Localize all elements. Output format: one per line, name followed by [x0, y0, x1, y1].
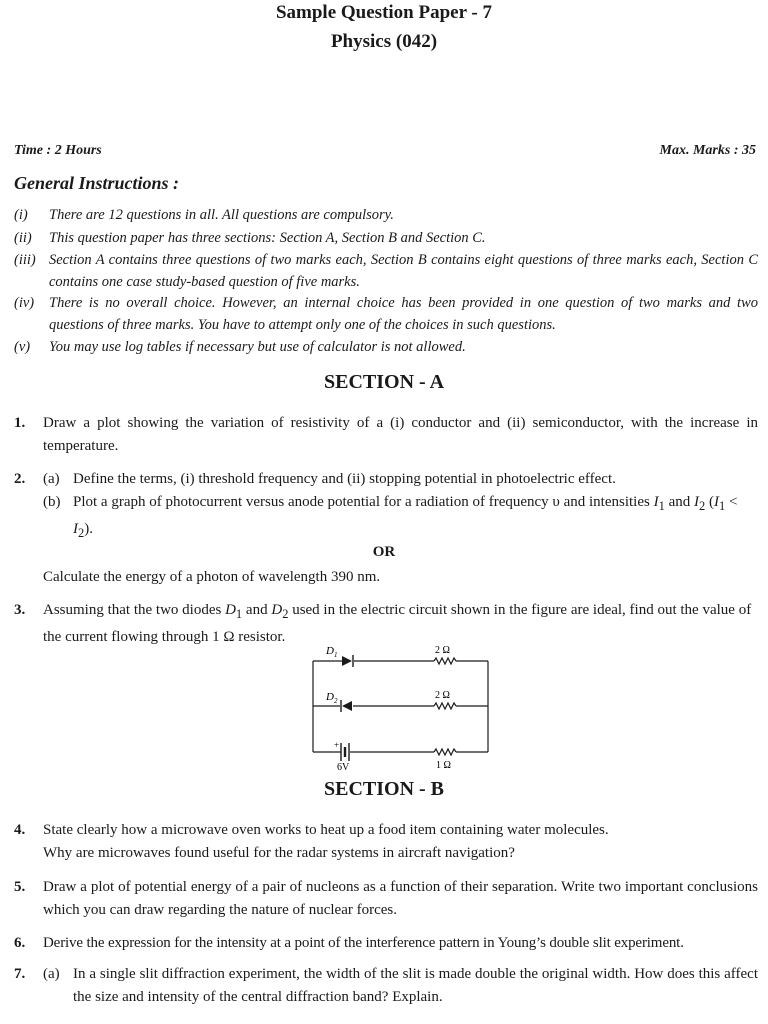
resistor-2-ohm-middle: [434, 703, 456, 709]
question-text: Derive the expression for the intensity at a point of the interference pattern in Young’s double slit experiment.: [43, 935, 684, 951]
question-number: 4.: [14, 822, 26, 838]
part-label: (a): [43, 471, 60, 487]
question-2-alternative: [14, 566, 758, 589]
paper-subject: Physics (042): [330, 31, 438, 52]
part-text: In a single slit diffraction experiment, the width of the slit is made double the original width. How does this affect the size and intensity of the central diffraction band? Explain.: [73, 966, 758, 1005]
resistor-2-ohm-top: [434, 658, 456, 664]
question-7: [14, 963, 758, 1009]
question-number: 1.: [14, 415, 26, 431]
battery-label: 6V: [337, 762, 350, 773]
question-3: 3. Assuming that the two diodes $D_1$ and $D_2$ used in the electric circuit shown in the figure are ideal, find out the value of the current flowing through 1 Ω resistor.: [14, 599, 758, 649]
question-number: 2.: [14, 471, 26, 487]
instruction-text: Section A contains three questions of two marks each, Section B contains eight questions of three marks each, Section C contains one case study-based question of five marks.: [49, 252, 758, 290]
question-number: 5.: [14, 879, 26, 895]
question-2: [14, 468, 758, 545]
question-part-a: [43, 468, 758, 491]
battery-plus-label: +: [334, 740, 340, 750]
r1-label: 2 Ω: [435, 645, 450, 656]
instruction-item: [14, 227, 758, 249]
question-text-end: used in the electric circuit shown in the figure are ideal, find out the value of the current flowing through 1 Ω resistor.: [43, 602, 752, 645]
instruction-number: (iii): [14, 252, 36, 268]
diode-d2-icon: [342, 701, 352, 711]
question-number: 7.: [14, 966, 26, 982]
r3-label: 1 Ω: [436, 760, 451, 771]
question-text: Calculate the energy of a photon of wavelength 390 nm.: [43, 569, 381, 585]
part-label: (a): [43, 966, 60, 982]
question-text-start: Assuming that the two diodes: [43, 602, 222, 618]
max-marks: Max. Marks : 35: [659, 143, 756, 158]
question-1: [14, 412, 758, 458]
part-text: Plot a graph of photocurrent versus anode potential for a radiation of frequency υ and intensities: [73, 494, 650, 510]
section-a-heading: SECTION - A: [323, 371, 445, 393]
question-text: State clearly how a microwave oven works to heat up a food item containing water molecules.: [43, 822, 609, 838]
question-number: 6.: [14, 935, 26, 951]
circuit-diagram: [310, 642, 492, 774]
general-instructions-heading: General Instructions :: [14, 173, 180, 193]
d2-label: $D_2$: [326, 691, 338, 705]
r2-label: 2 Ω: [435, 690, 450, 701]
question-text: Draw a plot showing the variation of resistivity of a (i) conductor and (ii) semiconductor, with the increase in temperature.: [43, 415, 758, 454]
question-part-b: (b) Plot a graph of photocurrent versus anode potential for a radiation of frequency υ and intensities $I_1$ and $I_2$ $(I_1 < I_2)$.: [43, 491, 758, 545]
resistor-1-ohm: [434, 749, 456, 755]
diode-d1-icon: [342, 656, 352, 666]
instruction-text: You may use log tables if necessary but use of calculator is not allowed.: [49, 339, 466, 355]
part-text: Define the terms, (i) threshold frequency and (ii) stopping potential in photoelectric effect.: [73, 471, 616, 487]
instruction-item: [14, 336, 758, 358]
instruction-text: There is no overall choice. However, an internal choice has been provided in one question of two marks and two questions of three marks. You have to attempt only one of the choices in such questions.: [49, 295, 758, 333]
instruction-text: There are 12 questions in all. All questions are compulsory.: [49, 207, 394, 223]
instruction-number: (ii): [14, 230, 32, 246]
question-text: Draw a plot of potential energy of a pair of nucleons as a function of their separation. Write two important conclusions which you can draw regarding the nature of nuclear forces.: [43, 879, 758, 918]
instruction-item: [14, 204, 758, 226]
instruction-number: (i): [14, 207, 28, 223]
question-6: [14, 932, 758, 955]
paper-title: Sample Question Paper - 7: [275, 2, 493, 23]
instruction-item: [14, 249, 758, 293]
question-4: [14, 819, 758, 865]
question-text: Why are microwaves found useful for the radar systems in aircraft navigation?: [43, 845, 515, 861]
instruction-number: (v): [14, 339, 31, 355]
question-part-a: [43, 963, 758, 1009]
d1-label: $D_1$: [326, 645, 338, 659]
instruction-number: (iv): [14, 295, 35, 311]
question-number: 3.: [14, 602, 26, 618]
question-5: [14, 876, 758, 922]
time-limit: Time : 2 Hours: [14, 143, 102, 158]
instruction-item: [14, 292, 758, 336]
part-label: (b): [43, 494, 61, 510]
or-divider: OR: [372, 544, 396, 560]
instruction-text: This question paper has three sections: Section A, Section B and Section C.: [49, 230, 486, 246]
section-b-heading: SECTION - B: [323, 778, 445, 800]
